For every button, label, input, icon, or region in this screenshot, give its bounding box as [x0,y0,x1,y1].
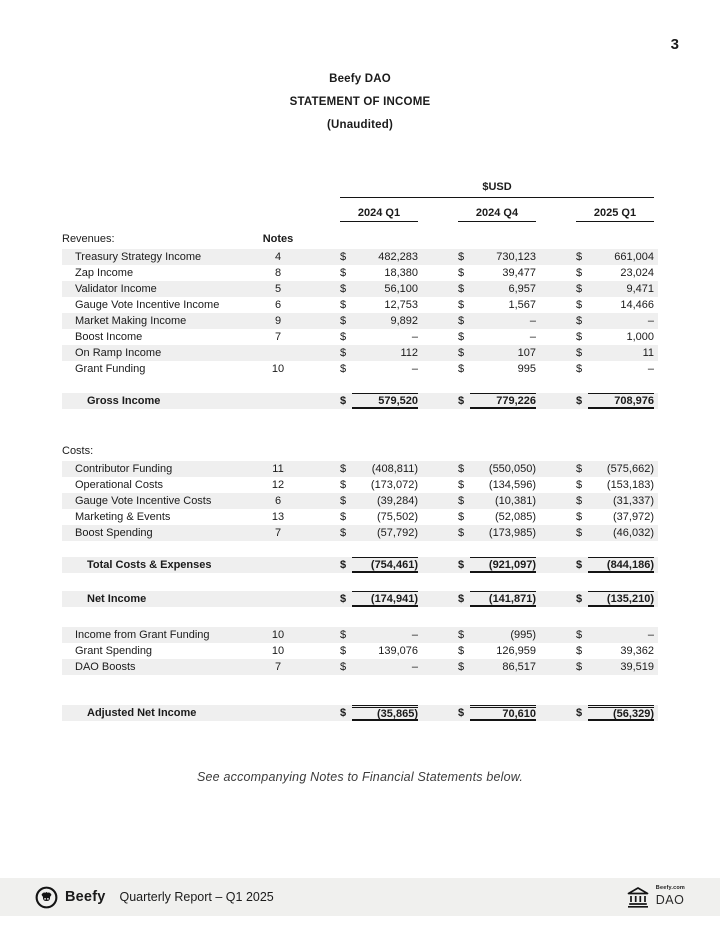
money-cell [576,643,654,659]
money-value: 995 [517,363,536,375]
row-note [258,345,298,361]
row-label: Income from Grant Funding [75,629,210,641]
currency-header: $USD [340,181,654,198]
money-value: (31,337) [613,495,654,507]
currency-symbol: $ [458,315,465,327]
money-cell [458,627,536,643]
currency-symbol: $ [340,347,347,359]
money-value: 56,100 [384,283,418,295]
money-value: (844,186) [588,557,654,573]
notes-header: Notes [262,232,294,245]
money-cell [458,557,536,573]
currency-symbol: $ [458,495,465,507]
money-cell [340,249,418,265]
row-label: Zap Income [75,267,134,279]
money-value: (37,972) [613,511,654,523]
statement-subtitle: (Unaudited) [326,119,394,131]
money-cell [576,557,654,573]
money-cell [576,297,654,313]
footer-right-lockup [626,886,685,909]
money-cell [576,509,654,525]
row-note: 6 [274,299,282,311]
table-row [62,477,658,493]
money-cell [340,297,418,313]
currency-symbol: $ [340,645,347,657]
row-note [258,705,298,721]
org-name: Beefy DAO [329,73,391,85]
currency-symbol: $ [458,629,465,641]
money-value: – [647,363,654,375]
money-cell [458,281,536,297]
money-cell [576,705,654,721]
row-label: Marketing & Events [75,511,171,523]
money-cell [340,461,418,477]
row-note: 7 [274,527,282,539]
money-value: 39,477 [502,267,536,279]
money-cell [576,461,654,477]
currency-symbol: $ [576,347,583,359]
report-title: Quarterly Report – Q1 2025 [119,890,274,904]
money-value: 779,226 [470,393,536,409]
table-section-net [62,591,658,607]
row-label: Grant Spending [75,645,153,657]
row-note: 7 [274,661,282,673]
money-cell [340,493,418,509]
currency-symbol: $ [340,495,347,507]
currency-symbol: $ [340,395,347,407]
currency-symbol: $ [576,661,583,673]
money-value: (754,461) [352,557,418,573]
currency-symbol: $ [458,511,465,523]
money-value: 139,076 [378,645,418,657]
money-cell [458,461,536,477]
money-value: 126,959 [496,645,536,657]
money-cell [340,265,418,281]
row-note [258,557,298,573]
money-cell [340,509,418,525]
money-cell [576,313,654,329]
money-cell [576,393,654,409]
currency-symbol: $ [458,267,465,279]
row-note [258,591,298,607]
money-value: (174,941) [352,591,418,607]
currency-symbol: $ [458,331,465,343]
row-label: Treasury Strategy Income [75,251,202,263]
statement-title: STATEMENT OF INCOME [289,96,431,108]
money-cell [340,361,418,377]
money-value: 9,471 [626,283,654,295]
total-label: Total Costs & Expenses [87,559,212,571]
money-value: (56,329) [588,705,654,721]
money-value: 482,283 [378,251,418,263]
currency-symbol: $ [340,661,347,673]
money-value: 86,517 [502,661,536,673]
money-cell [458,591,536,607]
currency-symbol: $ [340,511,347,523]
currency-symbol: $ [576,707,583,719]
money-value: – [411,331,418,343]
table-row [62,313,658,329]
money-value: – [411,661,418,673]
dao-label: DAO [655,893,685,908]
money-value: 18,380 [384,267,418,279]
currency-symbol: $ [340,315,347,327]
money-value: (153,183) [606,479,654,491]
currency-symbol: $ [576,283,583,295]
row-note: 6 [274,495,282,507]
money-value: (550,050) [488,463,536,475]
currency-symbol: $ [458,363,465,375]
money-value: (46,032) [613,527,654,539]
row-label: DAO Boosts [75,661,136,673]
row-note: 5 [274,283,282,295]
money-value: 730,123 [496,251,536,263]
currency-symbol: $ [458,707,465,719]
currency-symbol: $ [458,559,465,571]
currency-symbol: $ [576,267,583,279]
row-label: On Ramp Income [75,347,162,359]
money-value: 14,466 [620,299,654,311]
currency-symbol: $ [340,527,347,539]
money-cell [340,329,418,345]
row-label: Boost Income [75,331,143,343]
money-cell [340,659,418,675]
row-label: Gauge Vote Incentive Income [75,299,220,311]
money-value: (995) [510,629,536,641]
document-header [0,0,720,131]
money-value: 579,520 [352,393,418,409]
money-cell [340,281,418,297]
beefy-cow-logo-icon [35,886,58,909]
table-row [62,361,658,377]
row-label: Market Making Income [75,315,187,327]
money-cell [458,643,536,659]
money-cell [576,477,654,493]
money-value: (173,072) [370,479,418,491]
currency-symbol: $ [340,299,347,311]
footnote-text: See accompanying Notes to Financial Statements below. [196,770,524,784]
currency-symbol: $ [340,363,347,375]
row-note: 13 [271,511,285,523]
table-body [62,231,658,721]
money-value: 708,976 [588,393,654,409]
total-row [62,591,658,607]
table-row [62,329,658,345]
currency-symbol: $ [576,645,583,657]
currency-symbol: $ [340,593,347,605]
dao-label-block [656,886,685,909]
row-label: Validator Income [75,283,157,295]
money-cell [340,643,418,659]
money-value: – [647,315,654,327]
column-header-2024-q4: 2024 Q4 [458,207,536,222]
currency-symbol: $ [340,283,347,295]
currency-symbol: $ [340,707,347,719]
money-value: 661,004 [614,251,654,263]
table-row [62,265,658,281]
money-cell [576,249,654,265]
currency-symbol: $ [458,251,465,263]
money-cell [458,493,536,509]
money-cell [458,509,536,525]
section-heading: Costs: [62,444,94,457]
money-value: (141,871) [470,591,536,607]
row-label: Boost Spending [75,527,153,539]
money-cell [576,659,654,675]
currency-symbol: $ [458,347,465,359]
table-row [62,297,658,313]
page-number: 3 [670,36,679,53]
money-cell [340,525,418,541]
money-value: (10,381) [495,495,536,507]
currency-symbol: $ [458,299,465,311]
currency-symbol: $ [576,315,583,327]
row-label: Contributor Funding [75,463,173,475]
currency-symbol: $ [458,527,465,539]
money-cell [576,591,654,607]
row-note: 8 [274,267,282,279]
brand-name: Beefy [65,889,106,905]
table-row [62,281,658,297]
row-note: 12 [271,479,285,491]
row-note: 7 [274,331,282,343]
money-cell [576,493,654,509]
currency-symbol: $ [340,479,347,491]
money-value: 23,024 [620,267,654,279]
total-label: Gross Income [87,395,161,407]
currency-symbol: $ [458,661,465,673]
money-cell [458,345,536,361]
currency-symbol: $ [576,593,583,605]
money-cell [458,297,536,313]
currency-symbol: $ [458,395,465,407]
money-value: 112 [400,347,418,359]
row-note: 4 [274,251,282,263]
money-cell [576,627,654,643]
money-value: 9,892 [390,315,418,327]
currency-symbol: $ [576,629,583,641]
currency-symbol: $ [576,479,583,491]
currency-symbol: $ [340,267,347,279]
currency-symbol: $ [576,331,583,343]
money-value: (575,662) [606,463,654,475]
currency-symbol: $ [458,463,465,475]
money-value: – [647,629,654,641]
money-value: – [529,315,536,327]
currency-symbol: $ [576,559,583,571]
money-cell [458,477,536,493]
total-row [62,557,658,573]
row-note: 10 [271,363,285,375]
currency-symbol: $ [576,299,583,311]
beefy-com-label: Beefy.com [655,884,685,891]
row-label: Gauge Vote Incentive Costs [75,495,212,507]
column-header-2025-q1: 2025 Q1 [576,207,654,222]
currency-symbol: $ [576,363,583,375]
table-row [62,627,658,643]
money-value: (57,792) [377,527,418,539]
currency-symbol: $ [576,251,583,263]
money-cell [458,313,536,329]
column-headers [340,207,658,222]
money-cell [458,659,536,675]
footer-bar [0,878,720,916]
money-value: (135,210) [588,591,654,607]
money-value: 39,519 [620,661,654,673]
money-cell [576,329,654,345]
money-value: 1,567 [508,299,536,311]
money-cell [340,313,418,329]
money-cell [340,477,418,493]
currency-symbol: $ [458,593,465,605]
table-row [62,659,658,675]
row-label: Grant Funding [75,363,146,375]
money-value: (39,284) [377,495,418,507]
table-row [62,525,658,541]
row-note: 9 [274,315,282,327]
money-cell [340,393,418,409]
table-section-revenues [62,231,658,409]
bank-building-icon [626,886,650,908]
row-note: 10 [271,645,285,657]
money-cell [340,345,418,361]
total-label: Net Income [87,593,147,605]
currency-symbol: $ [340,559,347,571]
currency-symbol: $ [576,463,583,475]
section-heading-row [62,443,658,458]
section-heading: Revenues: [62,232,115,245]
section-heading-row [62,231,658,246]
table-row [62,345,658,361]
money-value: 6,957 [508,283,536,295]
row-note: 11 [272,463,284,475]
money-value: – [411,629,418,641]
money-value: 70,610 [470,705,536,721]
currency-symbol: $ [576,527,583,539]
money-cell [576,361,654,377]
total-row [62,393,658,409]
money-cell [340,557,418,573]
row-label: Operational Costs [75,479,164,491]
money-cell [576,265,654,281]
money-cell [340,627,418,643]
row-note [258,393,298,409]
income-statement-table [62,181,658,721]
money-value: (921,097) [470,557,536,573]
money-value: 11 [642,347,654,359]
money-cell [576,525,654,541]
money-cell [340,591,418,607]
table-row [62,493,658,509]
money-cell [576,345,654,361]
table-section-adjust [62,627,658,675]
column-header-2024-q1: 2024 Q1 [340,207,418,222]
currency-symbol: $ [576,495,583,507]
money-cell [458,393,536,409]
currency-symbol: $ [576,511,583,523]
currency-symbol: $ [340,251,347,263]
money-cell [340,705,418,721]
currency-symbol: $ [458,479,465,491]
total-label: Adjusted Net Income [87,707,197,719]
money-value: 1,000 [626,331,654,343]
money-cell [458,525,536,541]
row-note: 10 [271,629,285,641]
money-value: 39,362 [620,645,654,657]
currency-symbol: $ [340,331,347,343]
currency-symbol: $ [458,645,465,657]
brand-lockup [35,886,106,909]
money-cell [458,361,536,377]
money-value: (75,502) [377,511,418,523]
table-row [62,509,658,525]
money-value: 107 [517,347,536,359]
money-cell [458,265,536,281]
money-value: – [411,363,418,375]
table-row [62,461,658,477]
table-row [62,643,658,659]
total-row [62,705,658,721]
table-section-costs [62,443,658,573]
currency-symbol: $ [340,629,347,641]
money-cell [458,705,536,721]
money-value: (35,865) [352,705,418,721]
table-row [62,249,658,265]
money-value: – [529,331,536,343]
money-value: (173,985) [488,527,536,539]
currency-symbol: $ [340,463,347,475]
currency-symbol: $ [576,395,583,407]
money-value: (134,596) [488,479,536,491]
money-value: (52,085) [495,511,536,523]
currency-symbol: $ [458,283,465,295]
table-section-adjusted [62,705,658,721]
money-cell [458,249,536,265]
money-value: 12,753 [384,299,418,311]
money-cell [576,281,654,297]
money-cell [458,329,536,345]
money-value: (408,811) [371,463,418,475]
